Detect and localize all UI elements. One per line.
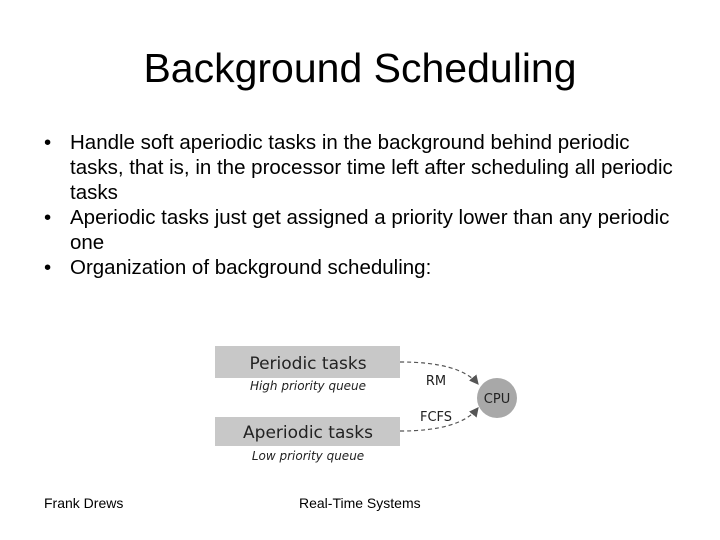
slide-title: Background Scheduling xyxy=(143,45,577,91)
bullet-item: • Organization of background scheduling: xyxy=(44,255,684,280)
bullet-list xyxy=(44,130,684,280)
footer-course: Real-Time Systems xyxy=(299,495,421,511)
periodic-tasks-label: Periodic tasks xyxy=(249,354,367,374)
high-priority-caption: High priority queue xyxy=(249,379,367,393)
fcfs-label: FCFS xyxy=(419,410,453,425)
scheduling-diagram xyxy=(210,340,530,470)
bullet-item: • Handle soft aperiodic tasks in the background behind periodic tasks, that is, in the processor time left after scheduling all periodic tasks xyxy=(44,130,684,205)
rm-label: RM xyxy=(425,374,447,389)
aperiodic-tasks-label: Aperiodic tasks xyxy=(243,423,373,443)
footer-author: Frank Drews xyxy=(44,495,124,511)
cpu-label: CPU xyxy=(483,392,511,407)
bullet-item: • Aperiodic tasks just get assigned a priority lower than any periodic one xyxy=(44,205,684,255)
low-priority-caption: Low priority queue xyxy=(251,449,365,463)
